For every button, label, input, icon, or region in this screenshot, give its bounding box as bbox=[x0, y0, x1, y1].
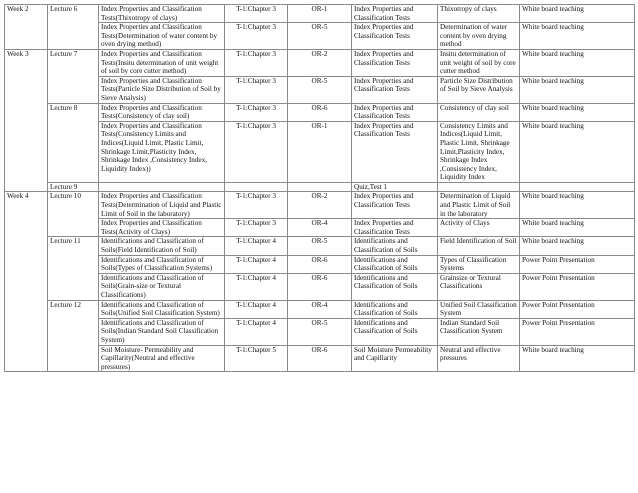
topic-cell: Index Properties and Classification Tests(Particle Size Distribution of Soil by Sieve Analysis) bbox=[99, 76, 225, 103]
outcome-cell bbox=[288, 182, 352, 192]
table-row bbox=[5, 49, 635, 76]
subtopic-cell: Field Identification of Soil bbox=[438, 237, 520, 255]
unit-cell: Index Properties and Classification Tests bbox=[352, 103, 438, 121]
subtopic-cell: Particle Size Distribution of Soil by Sieve Analysis bbox=[438, 76, 520, 103]
reference-cell: T-1:Chapter 3 bbox=[225, 49, 288, 76]
reference-cell: T-1:Chapter 4 bbox=[225, 318, 288, 345]
reference-cell: T-1:Chapter 3 bbox=[225, 5, 288, 23]
topic-cell: Index Properties and Classification Tests(Insitu determination of unit weight of soil by core cutter method) bbox=[99, 49, 225, 76]
reference-cell bbox=[225, 182, 288, 192]
topic-cell: Identifications and Classification of Soils(Types of Classification Systems) bbox=[99, 255, 225, 273]
outcome-cell: OR-5 bbox=[288, 76, 352, 103]
table-row bbox=[5, 273, 635, 300]
subtopic-cell: Consistency of clay soil bbox=[438, 103, 520, 121]
reference-cell: T-1:Chapter 4 bbox=[225, 237, 288, 255]
topic-cell: Index Properties and Classification Tests(Consistency Limits and Indices(Liquid Limit, Plastic Limit, Shrinkage Limit,Plasticity Index, Shrinkage Index ,Consistency Index, Liquidity Index)) bbox=[99, 121, 225, 182]
method-cell: Power Point Presentation bbox=[520, 300, 635, 318]
lesson-plan-table bbox=[4, 4, 635, 372]
lecture-cell: Lecture 12 bbox=[48, 300, 99, 372]
unit-cell: Identifications and Classification of Soils bbox=[352, 255, 438, 273]
topic-cell bbox=[99, 182, 225, 192]
outcome-cell: OR-6 bbox=[288, 345, 352, 372]
unit-cell: Identifications and Classification of Soils bbox=[352, 237, 438, 255]
method-cell: Power Point Presentation bbox=[520, 273, 635, 300]
subtopic-cell: Determination of Liquid and Plastic Limit of Soil in the laboratory bbox=[438, 192, 520, 219]
method-cell: White board teaching bbox=[520, 23, 635, 50]
unit-cell: Index Properties and Classification Tests bbox=[352, 192, 438, 219]
reference-cell: T-1:Chapter 4 bbox=[225, 255, 288, 273]
lesson-plan-body bbox=[5, 5, 635, 372]
topic-cell: Identifications and Classification of Soils(Indian Standard Soil Classification System) bbox=[99, 318, 225, 345]
method-cell: White board teaching bbox=[520, 5, 635, 23]
subtopic-cell: Neutral and effective pressures bbox=[438, 345, 520, 372]
subtopic-cell: Grainsize or Textural Classifications bbox=[438, 273, 520, 300]
outcome-cell: OR-5 bbox=[288, 318, 352, 345]
reference-cell: T-1:Chapter 3 bbox=[225, 192, 288, 219]
lecture-cell: Lecture 6 bbox=[48, 5, 99, 50]
method-cell: White board teaching bbox=[520, 219, 635, 237]
reference-cell: T-1:Chapter 3 bbox=[225, 103, 288, 121]
lecture-cell: Lecture 9 bbox=[48, 182, 99, 192]
outcome-cell: OR-6 bbox=[288, 255, 352, 273]
subtopic-cell: Consistency Limits and Indices(Liquid Limit, Plastic Limit, Shrinkage Limit,Plasticity Index, Shrinkage Index ,Consistency Index, Liquidity Index bbox=[438, 121, 520, 182]
method-cell: White board teaching bbox=[520, 103, 635, 121]
lecture-cell: Lecture 8 bbox=[48, 103, 99, 182]
unit-cell: Index Properties and Classification Tests bbox=[352, 23, 438, 50]
unit-cell: Index Properties and Classification Tests bbox=[352, 49, 438, 76]
table-row bbox=[5, 237, 635, 255]
lecture-cell: Lecture 11 bbox=[48, 237, 99, 300]
week-cell: Week 4 bbox=[5, 192, 48, 372]
unit-cell: Identifications and Classification of Soils bbox=[352, 273, 438, 300]
method-cell: White board teaching bbox=[520, 345, 635, 372]
method-cell bbox=[520, 182, 635, 192]
method-cell: Power Point Presentation bbox=[520, 318, 635, 345]
table-row bbox=[5, 345, 635, 372]
table-row bbox=[5, 300, 635, 318]
reference-cell: T-1:Chapter 3 bbox=[225, 23, 288, 50]
outcome-cell: OR-4 bbox=[288, 300, 352, 318]
outcome-cell: OR-4 bbox=[288, 219, 352, 237]
unit-cell: Index Properties and Classification Tests bbox=[352, 76, 438, 103]
reference-cell: T-1:Chapter 4 bbox=[225, 273, 288, 300]
topic-cell: Identifications and Classification of Soils(Field Identification of Soil) bbox=[99, 237, 225, 255]
quiz-cell: Quiz,Test 1 bbox=[352, 182, 438, 192]
outcome-cell: OR-6 bbox=[288, 273, 352, 300]
topic-cell: Identifications and Classification of Soils(Unified Soil Classification System) bbox=[99, 300, 225, 318]
topic-cell: Index Properties and Classification Tests(Thixotropy of clays) bbox=[99, 5, 225, 23]
subtopic-cell: Determination of water content by oven drying method bbox=[438, 23, 520, 50]
method-cell: White board teaching bbox=[520, 192, 635, 219]
method-cell: White board teaching bbox=[520, 49, 635, 76]
subtopic-cell: Types of Classification Systems bbox=[438, 255, 520, 273]
lecture-cell: Lecture 10 bbox=[48, 192, 99, 237]
subtopic-cell: Insitu determination of unit weight of soil by core cutter method bbox=[438, 49, 520, 76]
reference-cell: T-1:Chapter 5 bbox=[225, 345, 288, 372]
reference-cell: T-1:Chapter 3 bbox=[225, 76, 288, 103]
method-cell: White board teaching bbox=[520, 237, 635, 255]
subtopic-cell bbox=[438, 182, 520, 192]
outcome-cell: OR-6 bbox=[288, 103, 352, 121]
reference-cell: T-1:Chapter 4 bbox=[225, 300, 288, 318]
subtopic-cell: Activity of Clays bbox=[438, 219, 520, 237]
outcome-cell: OR-5 bbox=[288, 237, 352, 255]
subtopic-cell: Thixotropy of clays bbox=[438, 5, 520, 23]
outcome-cell: OR-5 bbox=[288, 23, 352, 50]
lecture-cell: Lecture 7 bbox=[48, 49, 99, 103]
table-row bbox=[5, 182, 635, 192]
topic-cell: Soil Moisture- Permeability and Capillarity(Neutral and effective pressures) bbox=[99, 345, 225, 372]
outcome-cell: OR-2 bbox=[288, 49, 352, 76]
unit-cell: Soil Moisture Permeability and Capillarity bbox=[352, 345, 438, 372]
outcome-cell: OR-1 bbox=[288, 5, 352, 23]
week-cell: Week 3 bbox=[5, 49, 48, 192]
table-row bbox=[5, 5, 635, 23]
unit-cell: Index Properties and Classification Tests bbox=[352, 219, 438, 237]
table-row bbox=[5, 76, 635, 103]
unit-cell: Index Properties and Classification Tests bbox=[352, 121, 438, 182]
method-cell: White board teaching bbox=[520, 121, 635, 182]
topic-cell: Index Properties and Classification Tests(Determination of Liquid and Plastic Limit of Soil in the laboratory) bbox=[99, 192, 225, 219]
table-row bbox=[5, 23, 635, 50]
outcome-cell: OR-1 bbox=[288, 121, 352, 182]
unit-cell: Identifications and Classification of Soils bbox=[352, 300, 438, 318]
table-row bbox=[5, 192, 635, 219]
method-cell: White board teaching bbox=[520, 76, 635, 103]
topic-cell: Index Properties and Classification Tests(Consistency of clay soil) bbox=[99, 103, 225, 121]
topic-cell: Index Properties and Classification Tests(Determination of water content by oven drying method) bbox=[99, 23, 225, 50]
table-row bbox=[5, 255, 635, 273]
reference-cell: T-1:Chapter 3 bbox=[225, 121, 288, 182]
subtopic-cell: Unified Soil Classification System bbox=[438, 300, 520, 318]
subtopic-cell: Indian Standard Soil Classification System bbox=[438, 318, 520, 345]
week-cell: Week 2 bbox=[5, 5, 48, 50]
table-row bbox=[5, 219, 635, 237]
outcome-cell: OR-2 bbox=[288, 192, 352, 219]
reference-cell: T-1:Chapter 3 bbox=[225, 219, 288, 237]
topic-cell: Index Properties and Classification Tests(Activity of Clays) bbox=[99, 219, 225, 237]
topic-cell: Identifications and Classification of Soils(Grain-size or Textural Classifications) bbox=[99, 273, 225, 300]
table-row bbox=[5, 318, 635, 345]
unit-cell: Identifications and Classification of Soils bbox=[352, 318, 438, 345]
method-cell: Power Point Presentation bbox=[520, 255, 635, 273]
table-row bbox=[5, 121, 635, 182]
unit-cell: Index Properties and Classification Tests bbox=[352, 5, 438, 23]
table-row bbox=[5, 103, 635, 121]
